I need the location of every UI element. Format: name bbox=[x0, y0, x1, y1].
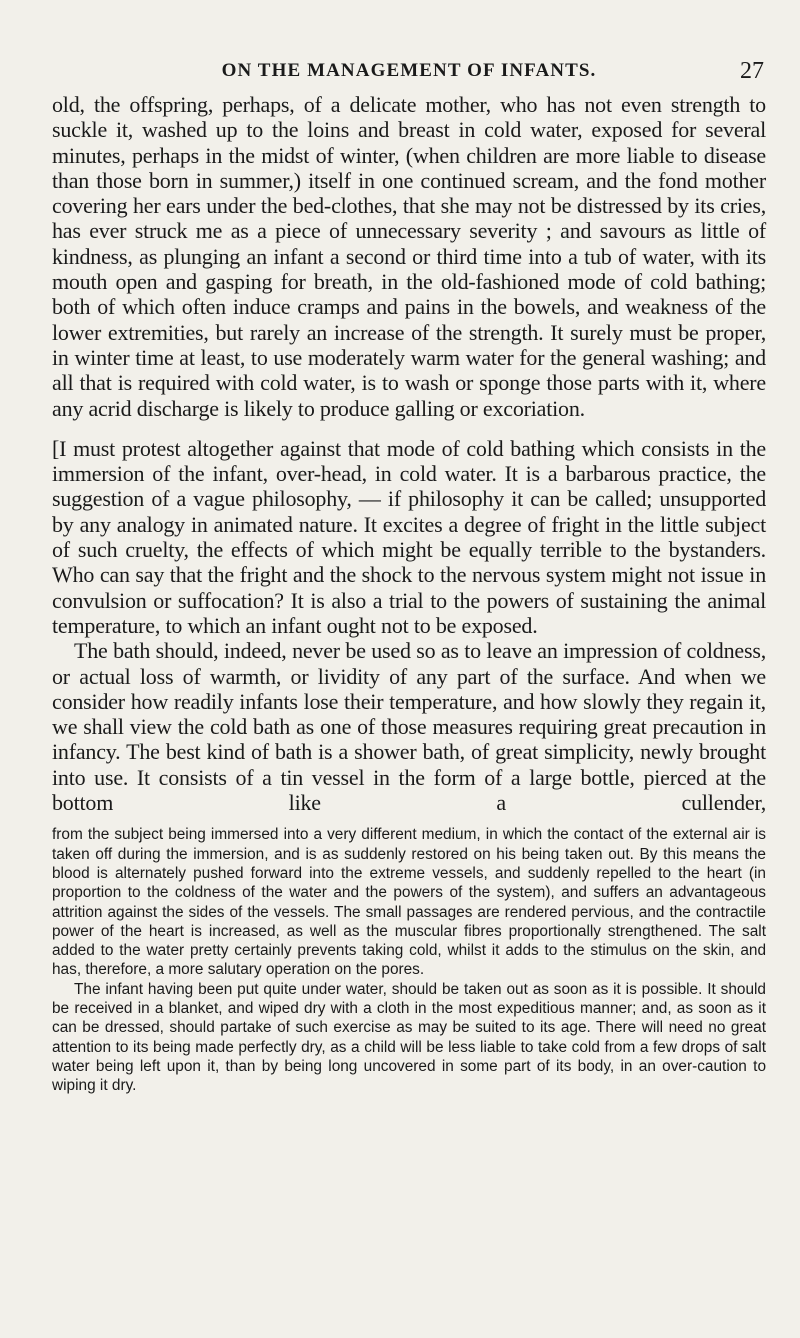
page-number: 27 bbox=[740, 58, 764, 84]
body-paragraph: The bath should, indeed, never be used so as to leave an impression of coldness, or actual loss of warmth, or lividity of any part of the surface. And when we consider how readily infants lose their temperature, and how slowly they regain it, we shall view the cold bath as one of those measures requiring great precaution in infancy. The best kind of bath is a shower bath, of great simplicity, newly brought into use. It consists of a tin vessel in the form of a large bottle, pierced at the bottom like a cullender, bbox=[52, 638, 766, 816]
running-title: ON THE MANAGEMENT OF INFANTS. bbox=[221, 60, 597, 81]
footnote-paragraph: The infant having been put quite under water, should be taken out as soon as it is possible. It should be received in a blanket, and wiped dry with a cloth in the most expeditious manner; and, as soon as it can be dressed, should partake of such exercise as may be suited to its age. There will need no great attention to its being made perfectly dry, as a child will be less liable to take cold from a few drops of salt water being left upon it, than by being long uncovered in some part of its body, in an over-caution to wiping it dry. bbox=[52, 980, 766, 1095]
footnote-paragraph: from the subject being immersed into a very different medium, in which the contact of the external air is taken off during the immersion, and is as suddenly restored on his being taken out. By this means the blood is alternately pushed forward into the extreme vessels, and suddenly repelled to the heart (in proportion to the coldness of the water and the powers of the system), and suffers an advantageous attrition against the sides of the vessels. The small passages are rendered pervious, and the contractile power of the heart is increased, as well as the muscular fibres proportionally strengthened. The salt added to the water pretty certainly prevents taking cold, whilst it adds to the stimulus on the skin, and has, therefore, a more salutary operation on the pores. bbox=[52, 826, 766, 979]
footnote bbox=[52, 825, 766, 1095]
body-paragraph: [I must protest altogether against that mode of cold bathing which consists in the immersion of the infant, over-head, in cold water. It is a barbarous practice, the suggestion of a vague philosophy, — if philosophy it can be called; unsupported by any analogy in animated nature. It excites a degree of fright in the little subject of such cruelty, the effects of which might be equally terrible to the bystanders. Who can say that the fright and the shock to the nervous system might not issue in convulsion or suffocation? It is also a trial to the powers of sustaining the animal temperature, to which an infant ought not to be exposed. bbox=[52, 435, 766, 638]
book-page bbox=[52, 52, 766, 1095]
page-header bbox=[52, 52, 766, 92]
main-text bbox=[52, 92, 766, 815]
body-paragraph: old, the offspring, perhaps, of a delicate mother, who has not even strength to suckle it, washed up to the loins and breast in cold water, exposed for several minutes, perhaps in the midst of winter, (when children are more liable to disease than those born in summer,) itself in one continued scream, and the fond mother covering her ears under the bed-clothes, that she may not be distressed by its cries, has ever struck me as a piece of unnecessary severity ; and savours as little of kindness, as plunging an infant a second or third time into a tub of water, with its mouth open and gasping for breath, in the old-fashioned mode of cold bathing; both of which often induce cramps and pains in the bowels, and weakness of the lower extremities, but rarely an increase of the strength. It surely must be proper, in winter time at least, to use moderately warm water for the general washing; and all that is required with cold water, is to wash or sponge those parts with it, where any acrid discharge is likely to produce galling or excoriation. bbox=[52, 92, 766, 421]
